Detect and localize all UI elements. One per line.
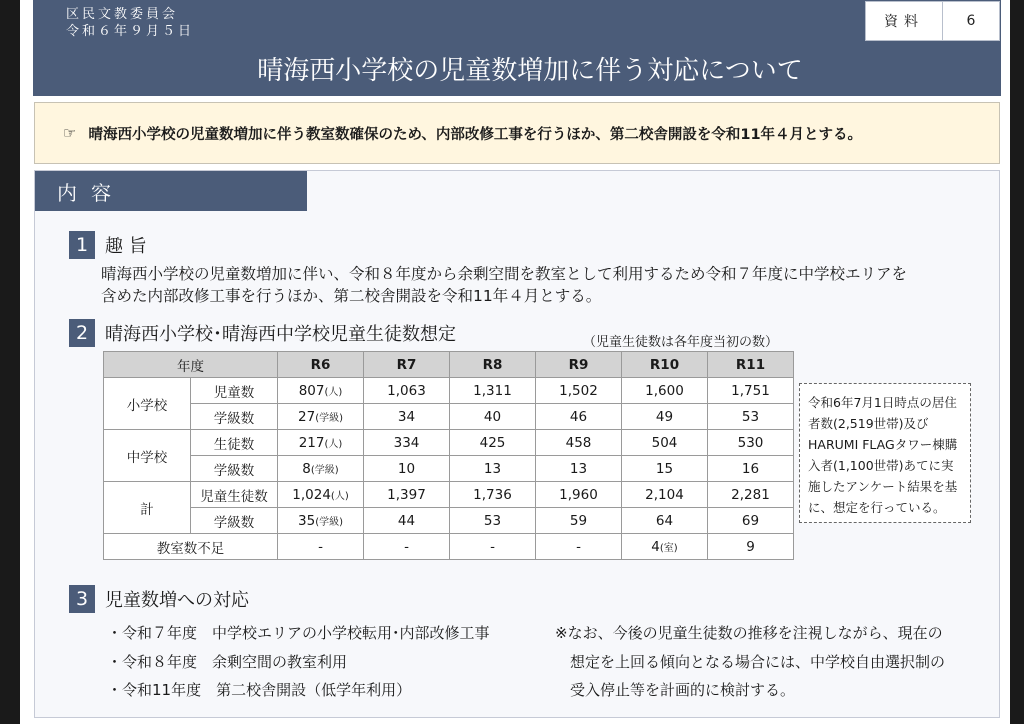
table-cell: 13: [536, 456, 622, 482]
row-label: 生徒数: [191, 430, 278, 456]
section-number: 3: [69, 585, 95, 613]
document-number-box: [865, 1, 1000, 41]
section-title: 晴海西小学校･晴海西中学校児童生徒数想定: [105, 324, 456, 345]
row-label: 学級数: [191, 508, 278, 534]
table-cell: 2,281: [708, 482, 794, 508]
table-cell: 217(人): [278, 430, 364, 456]
group-label: 中学校: [104, 430, 191, 482]
table-cell: -: [536, 534, 622, 560]
unit: (学級): [315, 412, 343, 424]
section-number: 1: [69, 231, 95, 259]
content-tab: 内容: [35, 171, 307, 211]
doc-label: 資料: [866, 2, 943, 40]
row-label: 学級数: [191, 404, 278, 430]
summary-box: [34, 102, 1000, 164]
table-cell: 27(学級): [278, 404, 364, 430]
table-cell: 4(室): [622, 534, 708, 560]
row-label: 児童生徒数: [191, 482, 278, 508]
year-cell: R7: [364, 352, 450, 378]
year-cell: R9: [536, 352, 622, 378]
table-cell: 64: [622, 508, 708, 534]
table-cell: 1,024(人): [278, 482, 364, 508]
summary-text: 晴海西小学校の児童数増加に伴う教室数確保のため、内部改修工事を行うほか、第二校舎開設を令和11年４月とする。: [88, 126, 863, 143]
table-cell: 1,600: [622, 378, 708, 404]
remark-line: ※なお、今後の児童生徒数の推移を注視しながら、現在の: [555, 624, 943, 642]
unit: (人): [330, 490, 349, 502]
table-row: [104, 534, 794, 560]
group-label: 小学校: [104, 378, 191, 430]
body-line: 晴海西小学校の児童数増加に伴い、令和８年度から余剰空間を教室として利用するため令和７年度に中学校エリアを: [101, 265, 908, 283]
table-cell: 49: [622, 404, 708, 430]
table-cell: -: [278, 534, 364, 560]
year-cell: R10: [622, 352, 708, 378]
table-note: （児童生徒数は各年度当初の数）: [583, 335, 779, 350]
table-cell: 15: [622, 456, 708, 482]
table-row: [104, 404, 794, 430]
table-cell: 40: [450, 404, 536, 430]
table-cell: 46: [536, 404, 622, 430]
table-cell: 458: [536, 430, 622, 456]
remark-note: [555, 619, 945, 705]
table-cell: 34: [364, 404, 450, 430]
content-section: [34, 170, 1000, 718]
table-cell: 53: [708, 404, 794, 430]
table-cell: 530: [708, 430, 794, 456]
document-page: [20, 0, 1010, 724]
table-row: [104, 508, 794, 534]
section-title: 趣 旨: [105, 236, 147, 257]
table-cell: 425: [450, 430, 536, 456]
table-cell: 59: [536, 508, 622, 534]
table-row: [104, 430, 794, 456]
year-header: 年度: [104, 352, 278, 378]
table-cell: 44: [364, 508, 450, 534]
unit: (人): [324, 386, 343, 398]
row-label: 児童数: [191, 378, 278, 404]
row-label: 学級数: [191, 456, 278, 482]
response-list: [107, 619, 490, 705]
page-title: 晴海西小学校の児童数増加に伴う対応について: [257, 56, 803, 86]
unit: (人): [324, 438, 343, 450]
table-cell: 1,311: [450, 378, 536, 404]
table-header-row: [104, 352, 794, 378]
section-1-body: [101, 263, 981, 307]
unit: (学級): [310, 464, 339, 476]
table-cell: -: [364, 534, 450, 560]
meeting-date: 令和６年９月５日: [66, 24, 195, 39]
table-cell: 53: [450, 508, 536, 534]
table-cell: 9: [708, 534, 794, 560]
year-cell: R11: [708, 352, 794, 378]
table-row: [104, 482, 794, 508]
table-row: [104, 456, 794, 482]
committee-info: [66, 6, 194, 40]
list-item: ・令和11年度 第二校舎開設（低学年利用）: [107, 681, 412, 699]
list-item: ・令和７年度 中学校エリアの小学校転用･内部改修工事: [107, 624, 490, 642]
year-cell: R6: [278, 352, 364, 378]
section-1-heading: [69, 231, 147, 259]
table-cell: 1,736: [450, 482, 536, 508]
list-item: ・令和８年度 余剰空間の教室利用: [107, 652, 348, 671]
section-3-heading: [69, 585, 249, 613]
year-cell: R8: [450, 352, 536, 378]
table-cell: 16: [708, 456, 794, 482]
table-cell: 1,751: [708, 378, 794, 404]
table-cell: 35(学級): [278, 508, 364, 534]
table-cell: 807(人): [278, 378, 364, 404]
table-cell: 1,397: [364, 482, 450, 508]
section-number: 2: [69, 319, 95, 347]
side-note: 令和6年7月1日時点の居住者数(2,519世帯)及びHARUMI FLAGタワー棟購入者(1,100世帯)あてに実施したアンケート結果を基に、想定を行っている。: [799, 383, 971, 523]
unit: (学級): [315, 516, 343, 528]
section-2-heading: [69, 319, 456, 347]
table-cell: 69: [708, 508, 794, 534]
table-cell: -: [450, 534, 536, 560]
header-bar: [33, 0, 1001, 96]
table-cell: 1,960: [536, 482, 622, 508]
section-title: 児童数増への対応: [105, 590, 249, 611]
row-label: 教室数不足: [104, 534, 278, 560]
table-cell: 2,104: [622, 482, 708, 508]
table-cell: 504: [622, 430, 708, 456]
table-cell: 1,502: [536, 378, 622, 404]
table-cell: 10: [364, 456, 450, 482]
enrollment-table: [103, 351, 794, 560]
table-cell: 13: [450, 456, 536, 482]
table-cell: 8(学級): [278, 456, 364, 482]
committee-name: 区民文教委員会: [66, 7, 179, 22]
body-line: 含めた内部改修工事を行うほか、第二校舎開設を令和11年４月とする。: [101, 287, 602, 305]
remark-line: 受入停止等を計画的に検討する。: [555, 681, 796, 699]
doc-number: 6: [966, 13, 976, 29]
pointing-hand-icon: ☞: [63, 124, 77, 142]
table-cell: 334: [364, 430, 450, 456]
table-row: [104, 378, 794, 404]
group-label: 計: [104, 482, 191, 534]
remark-line: 想定を上回る傾向となる場合には、中学校自由選択制の: [555, 652, 946, 671]
unit: (室): [659, 542, 678, 554]
table-cell: 1,063: [364, 378, 450, 404]
